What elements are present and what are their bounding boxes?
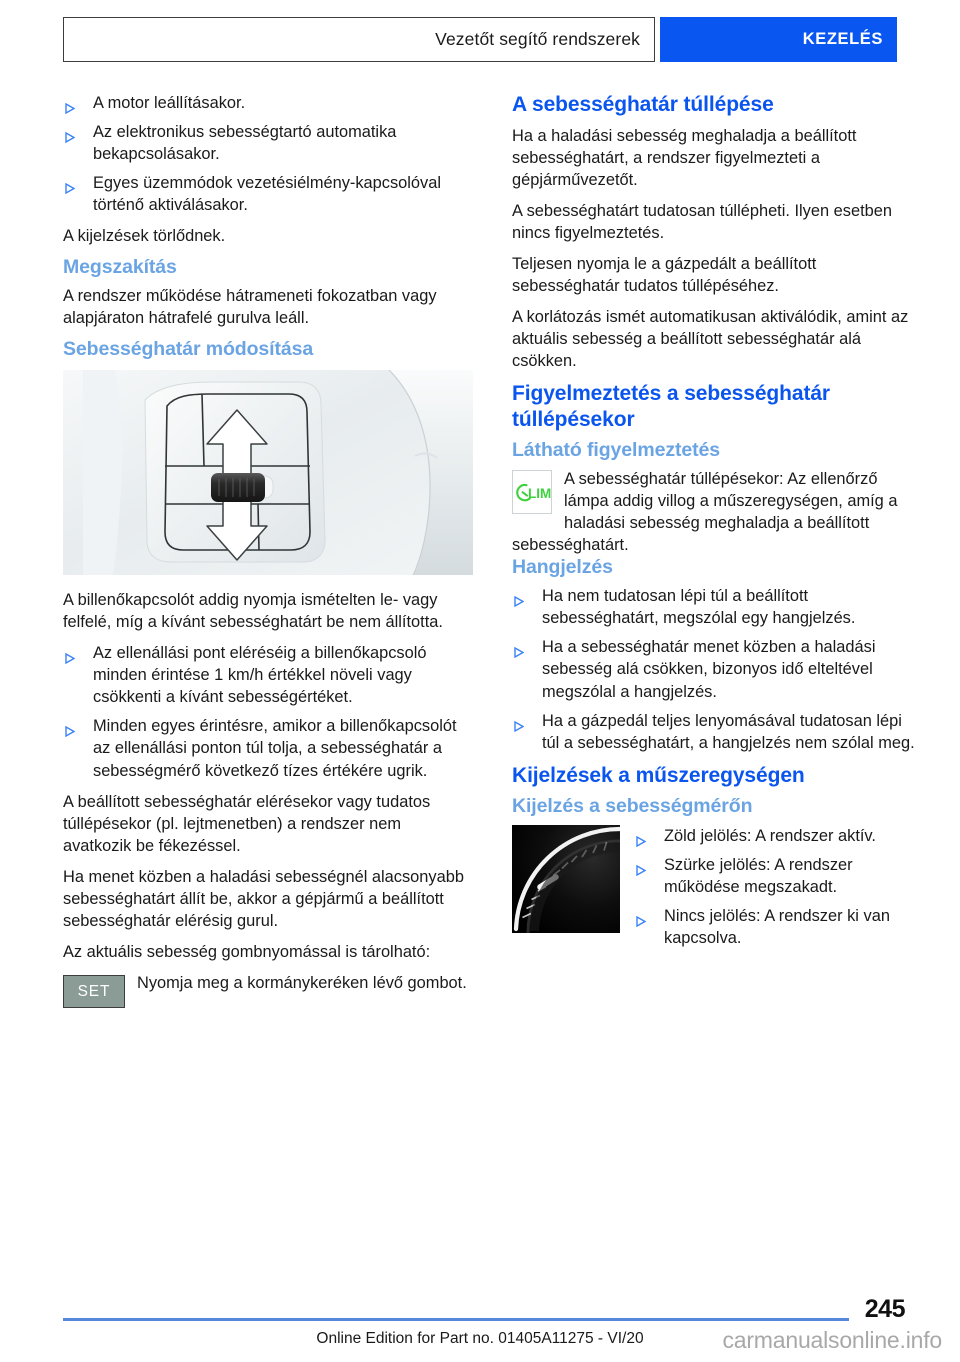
heading-kijelzes-sebessegmeron: Kijelzés a sebességmérőn	[512, 795, 753, 818]
modositas-paragraph-3: Ha menet közben a haladási sebességnél alacsonyabb sebességhatárt állít be, akkor a gépjármű a beállított sebességhatár elérésig gurul.	[63, 867, 464, 930]
list-item-label: Szürke jelölés: A rendszer működése megszakadt.	[664, 856, 853, 897]
heading-figyelmeztetes: Figyelmeztetés a sebességhatár túllépésekor	[512, 382, 830, 431]
speedometer-marking-photo	[512, 825, 620, 933]
modositas-paragraph-4: Az aktuális sebesség gombnyomással is tárolható:	[63, 942, 431, 961]
set-button-label: SET	[77, 982, 111, 1000]
hangjelzes-bullet-list	[512, 585, 922, 753]
heading-hangjelzes: Hangjelzés	[512, 556, 613, 579]
triangle-bullet-icon	[514, 716, 524, 727]
list-item	[512, 710, 922, 754]
list-item	[63, 121, 473, 165]
intro-after-text: A kijelzések törlődnek.	[63, 227, 226, 246]
list-item	[63, 642, 473, 708]
megszakitas-paragraph: A rendszer működése hátrameneti fokozatban vagy alapjáraton hátrafelé gurulva leáll.	[63, 287, 437, 328]
list-item	[634, 825, 922, 847]
lathato-figyelmeztetes-text: A sebességhatár túllépésekor: Az ellenőrző lámpa addig villog a műszeregységen, amíg a haladási sebesség meghaladja a beállított sebességhatárt.	[512, 470, 898, 555]
modositas-paragraph-1: A billenőkapcsolót addig nyomja ismételten le- vagy felfelé, míg a kívánt sebességhatárt be nem állította.	[63, 591, 443, 632]
right-column	[512, 92, 922, 949]
header-section-label: KEZELÉS	[802, 30, 883, 48]
tullepes-paragraph-4: A korlátozás ismét automatikusan aktiválódik, amint az aktuális sebesség a beállított sebességhatár alá csökken.	[512, 308, 909, 371]
intro-bullet-list	[63, 92, 473, 216]
heading-megszakitas: Megszakítás	[63, 256, 177, 279]
header-section-box	[660, 17, 897, 62]
list-item	[512, 636, 922, 702]
modositas-paragraph-2: A beállított sebességhatár elérésekor vagy tudatos túllépésekor (pl. lejtmenetben) a rendszer nem avatkozik be fékezéssel.	[63, 792, 431, 855]
header-chapter-title: Vezetőt segítő rendszerek	[435, 29, 640, 49]
triangle-bullet-icon	[636, 831, 646, 842]
triangle-bullet-icon	[514, 642, 524, 653]
modositas-bullet-list	[63, 642, 473, 781]
triangle-bullet-icon	[514, 591, 524, 602]
lim-icon	[513, 482, 551, 502]
list-item-label: Egyes üzemmódok vezetésiélmény-kapcsolóval történő aktiválásakor.	[93, 174, 442, 215]
triangle-bullet-icon	[65, 127, 75, 138]
lim-warning-lamp-symbol	[512, 470, 552, 514]
set-symbol-row	[63, 972, 473, 1008]
heading-kijelzesek-muszeregysegen: Kijelzések a műszeregységen	[512, 763, 805, 787]
watermark-text: carmanualsonline.info	[722, 1327, 942, 1353]
list-item-label: Az elektronikus sebességtartó automatika bekapcsolásakor.	[93, 123, 397, 164]
tullepes-paragraph-2: A sebességhatárt tudatosan túllépheti. Ilyen esetben nincs figyelmeztetés.	[512, 201, 892, 242]
kijelzesek-bullet-list	[634, 825, 922, 949]
heading-sebessegkorlat-modositasa: Sebességhatár módosítása	[63, 338, 314, 361]
list-item-label: Ha a sebességhatár menet közben a haladási sebesség alá csökken, bizonyos idő elteltével megszólal a hangjelzés.	[542, 638, 876, 701]
triangle-bullet-icon	[65, 648, 75, 659]
list-item-label: Nincs jelölés: A rendszer ki van kapcsolva.	[664, 907, 890, 948]
tullepes-paragraph-3: Teljesen nyomja le a gázpedált a beállított sebességhatár tudatos túllépéséhez.	[512, 254, 817, 295]
list-item	[634, 905, 922, 949]
list-item-label: Minden egyes érintésre, amikor a billenőkapcsolót az ellenállási ponton túl tolja, a sebességhatár a sebességmérő következő tízes értékére ugrik.	[93, 717, 457, 780]
steering-wheel-rocker-switch-photo	[63, 370, 473, 575]
speedometer-block	[512, 825, 922, 949]
heading-sebessegkorlat-tullepese: A sebességhatár túllépése	[512, 93, 774, 116]
triangle-bullet-icon	[636, 860, 646, 871]
triangle-bullet-icon	[636, 911, 646, 922]
triangle-bullet-icon	[65, 721, 75, 732]
svg-text:LIM: LIM	[528, 486, 551, 502]
list-item-label: Zöld jelölés: A rendszer aktív.	[664, 827, 876, 846]
list-item	[63, 172, 473, 216]
heading-lathato-figyelmeztetes: Látható figyelmeztetés	[512, 439, 721, 462]
list-item	[63, 715, 473, 781]
list-item-label: Ha nem tudatosan lépi túl a beállított sebességhatárt, megszólal egy hangjelzés.	[542, 587, 856, 628]
list-item	[512, 585, 922, 629]
list-item	[63, 92, 473, 114]
footer-rule	[63, 1318, 849, 1321]
list-item	[634, 854, 922, 898]
page-number: 245	[864, 1295, 905, 1323]
footer-edition-text: Online Edition for Part no. 01405A11275 - VI/20	[316, 1330, 644, 1347]
lim-symbol-block	[512, 468, 922, 556]
triangle-bullet-icon	[65, 178, 75, 189]
list-item-label: Az ellenállási pont eléréséig a billenőkapcsoló minden érintése 1 km/h értékkel növeli vagy csökkenti a kívánt sebességértéket.	[93, 644, 427, 707]
set-symbol-description: Nyomja meg a kormánykeréken lévő gombot.	[137, 974, 467, 992]
list-item-label: A motor leállításakor.	[93, 94, 246, 112]
left-column	[63, 92, 473, 1010]
set-button-symbol	[63, 975, 125, 1008]
page-header	[63, 17, 897, 62]
list-item-label: Ha a gázpedál teljes lenyomásával tudatosan lépi túl a sebességhatárt, a hangjelzés nem szólal meg.	[542, 711, 915, 752]
header-chapter-box	[63, 17, 655, 62]
tullepes-paragraph-1: Ha a haladási sebesség meghaladja a beállított sebességhatárt, a rendszer figyelmezteti a gépjárművezetőt.	[512, 126, 857, 189]
triangle-bullet-icon	[65, 98, 75, 109]
